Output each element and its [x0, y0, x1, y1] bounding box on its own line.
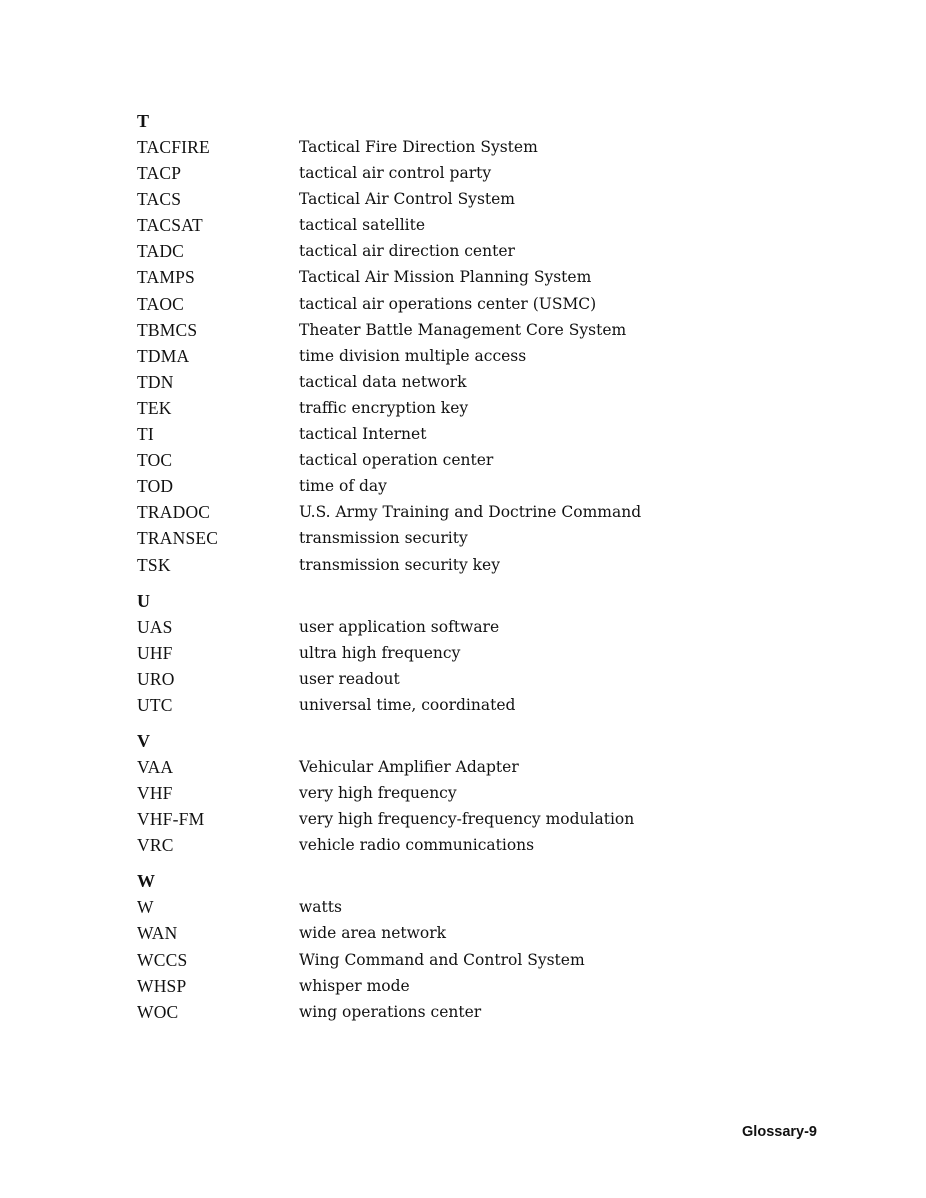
acronym-term: TI	[137, 424, 154, 445]
acronym-definition: tactical data network	[299, 372, 467, 391]
acronym-term: UAS	[137, 616, 173, 637]
acronym-definition: very high frequency-frequency modulation	[299, 810, 635, 829]
glossary-section-t	[137, 108, 817, 578]
section-letter-heading: V	[137, 730, 150, 751]
acronym-definition: wide area network	[299, 924, 447, 943]
glossary-entry	[137, 947, 817, 973]
glossary-entry	[137, 640, 817, 666]
acronym-definition: Wing Command and Control System	[299, 950, 585, 969]
glossary-entry	[137, 421, 817, 447]
glossary-entry	[137, 832, 817, 858]
acronym-term: TACP	[137, 163, 182, 184]
glossary-entry	[137, 186, 817, 212]
acronym-term: TDN	[137, 371, 174, 392]
acronym-definition: wing operations center	[299, 1002, 482, 1021]
glossary-entry	[137, 473, 817, 499]
acronym-term: TAMPS	[137, 267, 195, 288]
glossary-entry	[137, 499, 817, 525]
acronym-definition: Tactical Fire Direction System	[299, 138, 538, 156]
glossary-entry	[137, 780, 817, 806]
glossary-entry	[137, 134, 817, 160]
acronym-definition: Vehicular Amplifier Adapter	[299, 757, 519, 776]
acronym-term: VHF-FM	[137, 809, 205, 830]
section-letter-heading: T	[137, 111, 150, 131]
section-letter-heading: W	[137, 871, 155, 892]
acronym-definition: vehicle radio communications	[299, 836, 535, 855]
glossary-entry	[137, 552, 817, 578]
acronym-definition: Tactical Air Control System	[299, 190, 515, 209]
glossary-entry	[137, 264, 817, 290]
acronym-term: TACFIRE	[137, 137, 210, 157]
acronym-term: WCCS	[137, 949, 188, 970]
glossary-entry	[137, 291, 817, 317]
glossary-entry	[137, 666, 817, 692]
acronym-definition: transmission security key	[299, 555, 500, 574]
acronym-definition: watts	[299, 898, 342, 917]
acronym-definition: user application software	[299, 617, 500, 636]
glossary-entry	[137, 238, 817, 264]
glossary-entry	[137, 343, 817, 369]
acronym-definition: tactical satellite	[299, 216, 426, 235]
glossary-list	[137, 108, 817, 1025]
acronym-term: TRADOC	[137, 502, 211, 523]
acronym-definition: tactical Internet	[299, 425, 427, 444]
glossary-entry	[137, 999, 817, 1025]
acronym-definition: universal time, coordinated	[299, 695, 516, 714]
acronym-term: TADC	[137, 241, 185, 262]
glossary-entry	[137, 447, 817, 473]
acronym-definition: ultra high frequency	[299, 643, 461, 662]
glossary-entry	[137, 369, 817, 395]
acronym-term: URO	[137, 668, 175, 689]
acronym-term: TOD	[137, 476, 174, 497]
acronym-definition: tactical air direction center	[299, 242, 515, 261]
acronym-term: UHF	[137, 642, 173, 663]
acronym-definition: tactical air operations center (USMC)	[299, 294, 597, 313]
acronym-term: TAOC	[137, 293, 185, 314]
acronym-definition: Tactical Air Mission Planning System	[299, 268, 592, 287]
glossary-entry	[137, 754, 817, 780]
acronym-definition: user readout	[299, 669, 400, 688]
glossary-entry	[137, 692, 817, 718]
acronym-definition: tactical operation center	[299, 451, 494, 470]
acronym-term: W	[137, 897, 154, 918]
acronym-term: TACSAT	[137, 215, 203, 236]
acronym-definition: tactical air control party	[299, 164, 492, 183]
acronym-term: UTC	[137, 694, 173, 715]
glossary-section-v	[137, 728, 817, 858]
acronym-term: TRANSEC	[137, 528, 219, 549]
acronym-term: WHSP	[137, 975, 187, 996]
acronym-definition: Theater Battle Management Core System	[299, 320, 627, 339]
glossary-entry	[137, 806, 817, 832]
acronym-term: VRC	[137, 835, 174, 856]
acronym-term: TACS	[137, 189, 182, 210]
acronym-definition: whisper mode	[299, 976, 410, 995]
acronym-definition: traffic encryption key	[299, 398, 469, 417]
glossary-entry	[137, 920, 817, 946]
glossary-entry	[137, 212, 817, 238]
acronym-term: TEK	[137, 397, 172, 418]
acronym-definition: time division multiple access	[299, 346, 527, 365]
glossary-entry	[137, 395, 817, 421]
acronym-term: TOC	[137, 450, 173, 471]
glossary-entry	[137, 614, 817, 640]
glossary-entry	[137, 525, 817, 551]
acronym-term: WOC	[137, 1001, 179, 1022]
glossary-entry	[137, 894, 817, 920]
glossary-entry	[137, 160, 817, 186]
acronym-definition: transmission security	[299, 529, 468, 548]
acronym-term: VHF	[137, 783, 173, 804]
acronym-term: TBMCS	[137, 319, 198, 340]
glossary-section-u	[137, 588, 817, 718]
acronym-definition: time of day	[299, 477, 387, 496]
acronym-term: VAA	[137, 756, 174, 777]
glossary-entry	[137, 973, 817, 999]
acronym-definition: U.S. Army Training and Doctrine Command	[299, 503, 642, 522]
acronym-term: TDMA	[137, 345, 190, 366]
acronym-definition: very high frequency	[299, 784, 457, 803]
glossary-section-w	[137, 868, 817, 1024]
acronym-term: TSK	[137, 554, 171, 575]
page-number: Glossary-9	[742, 1124, 817, 1140]
glossary-entry	[137, 317, 817, 343]
section-letter-heading: U	[137, 590, 150, 611]
acronym-term: WAN	[137, 923, 178, 944]
